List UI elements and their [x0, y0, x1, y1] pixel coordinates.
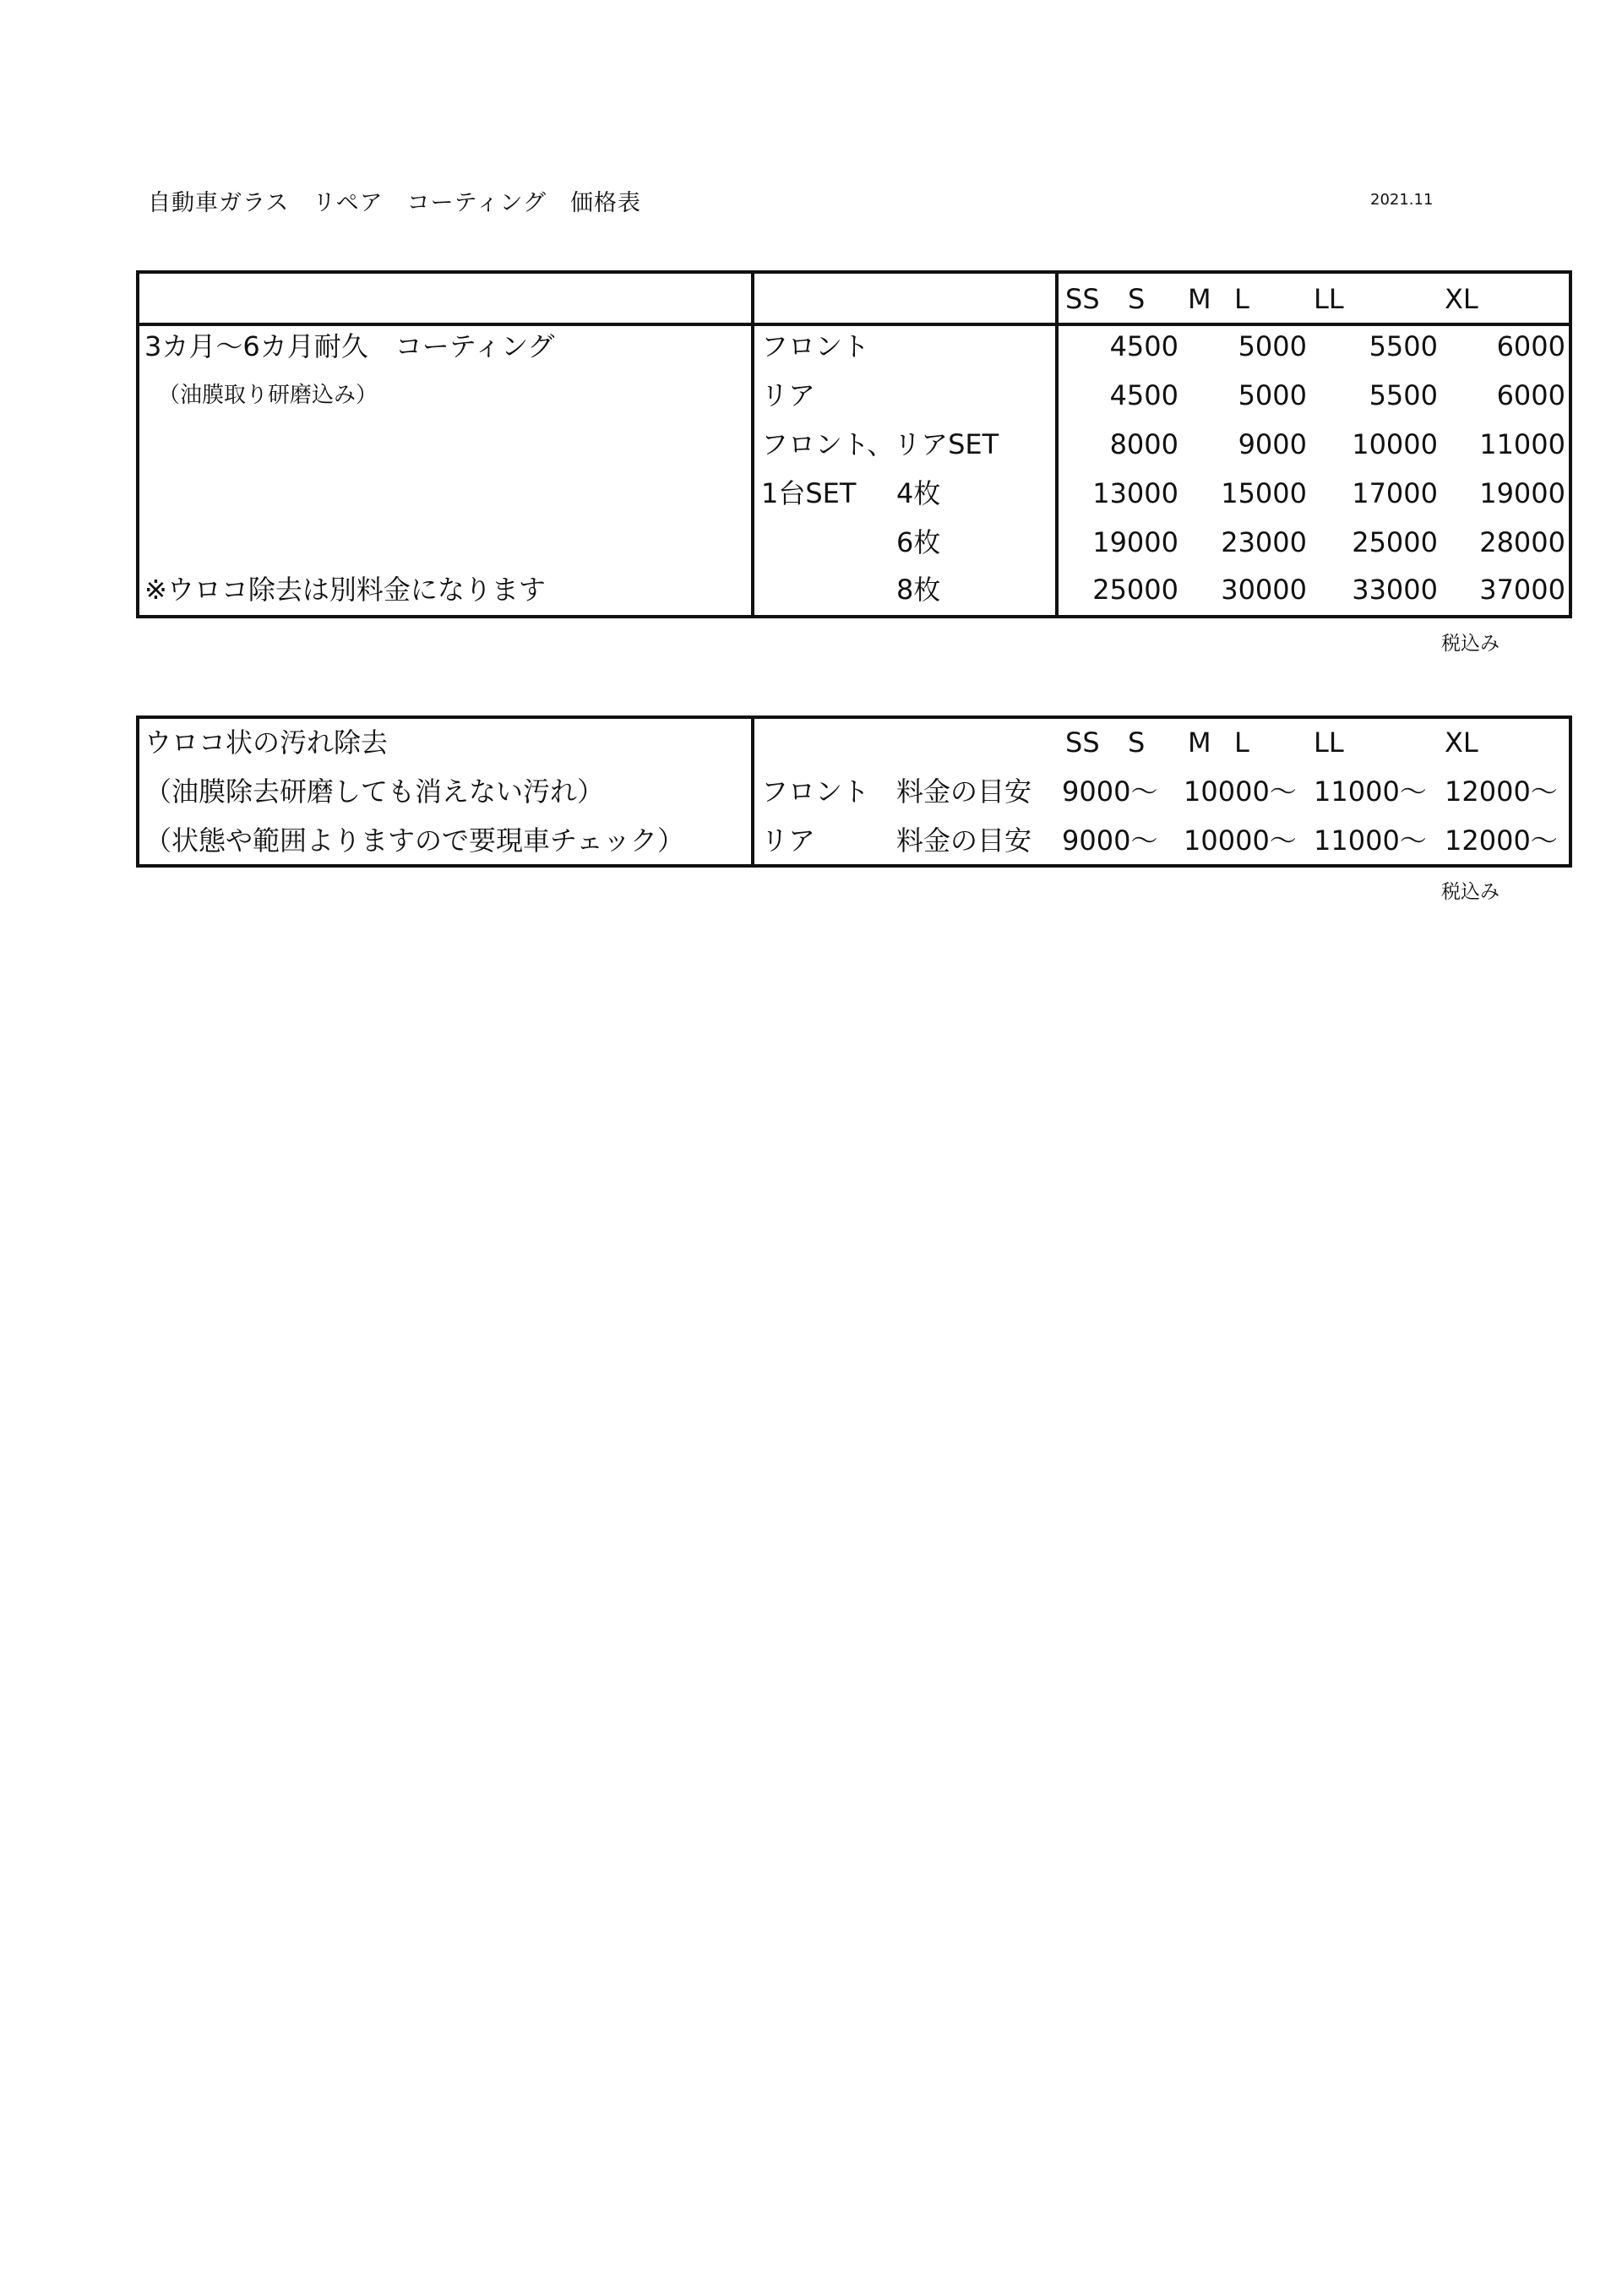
price-cell: 4500	[1109, 379, 1178, 411]
price-cell: 5000	[1238, 379, 1307, 411]
size-header-m: M	[1188, 283, 1211, 315]
price-cell: 19000	[1479, 477, 1565, 509]
scale-service-sub: （油膜除去研磨しても消えない汚れ）	[144, 775, 605, 808]
price-cell: 25000	[1352, 526, 1438, 558]
size-header-s: S	[1128, 283, 1146, 315]
column-divider	[751, 719, 754, 864]
price-cell: 17000	[1352, 477, 1438, 509]
row-count: 6枚	[896, 526, 941, 558]
price-cell: 25000	[1092, 574, 1178, 606]
price-cell: 6000	[1496, 379, 1565, 411]
price-cell: 11000〜	[1314, 775, 1427, 808]
price-cell: 9000〜	[1062, 824, 1158, 857]
price-cell: 30000	[1221, 574, 1307, 606]
row-item: フロント	[761, 775, 870, 808]
price-cell: 10000	[1352, 428, 1438, 460]
row-count: 4枚	[896, 477, 941, 509]
price-cell: 11000	[1479, 428, 1565, 460]
price-cell: 6000	[1496, 330, 1565, 362]
coating-service-name: 3カ月〜6カ月耐久 コーティング	[144, 330, 555, 362]
price-cell: 10000〜	[1184, 824, 1297, 857]
price-cell: 8000	[1109, 428, 1178, 460]
document-date: 2021.11	[1370, 191, 1434, 209]
price-cell: 5000	[1238, 330, 1307, 362]
row-label: 料金の目安	[896, 775, 1032, 808]
row-item: リア	[761, 824, 816, 857]
price-cell: 9000	[1238, 428, 1307, 460]
size-header-xl: XL	[1445, 283, 1478, 315]
size-header-s: S	[1128, 726, 1146, 759]
document-title: 自動車ガラス リペア コーティング 価格表	[148, 190, 641, 216]
row-item: フロント、リアSET	[761, 428, 999, 460]
price-cell: 4500	[1109, 330, 1178, 362]
size-header-ss: SS	[1065, 283, 1100, 315]
coating-service-sub: （油膜取り研磨込み）	[158, 383, 378, 408]
price-cell: 10000〜	[1184, 775, 1297, 808]
price-cell: 33000	[1352, 574, 1438, 606]
scale-removal-table	[136, 715, 1572, 868]
size-header-m: M	[1188, 726, 1211, 759]
scale-service-sub: （状態や範囲よりますので要現車チェック）	[144, 824, 685, 857]
price-cell: 12000〜	[1445, 824, 1558, 857]
price-cell: 37000	[1479, 574, 1565, 606]
price-cell: 13000	[1092, 477, 1178, 509]
row-label: 料金の目安	[896, 824, 1032, 857]
coating-price-table	[136, 270, 1572, 618]
price-cell: 5500	[1369, 330, 1438, 362]
row-item: リア	[761, 379, 816, 411]
price-cell: 5500	[1369, 379, 1438, 411]
coating-service-note: ※ウロコ除去は別料金になります	[144, 574, 546, 606]
price-cell: 15000	[1221, 477, 1307, 509]
tax-included-note: 税込み	[1441, 881, 1500, 903]
header-divider	[139, 323, 1569, 326]
price-cell: 11000〜	[1314, 824, 1427, 857]
size-header-l: L	[1234, 283, 1249, 315]
price-cell: 12000〜	[1445, 775, 1558, 808]
price-cell: 28000	[1479, 526, 1565, 558]
tax-included-note: 税込み	[1441, 633, 1500, 655]
price-cell: 19000	[1092, 526, 1178, 558]
size-header-ss: SS	[1065, 726, 1100, 759]
size-header-ll: LL	[1314, 726, 1344, 759]
price-cell: 23000	[1221, 526, 1307, 558]
size-header-l: L	[1234, 726, 1249, 759]
price-cell: 9000〜	[1062, 775, 1158, 808]
size-header-ll: LL	[1314, 283, 1344, 315]
row-item: フロント	[761, 330, 870, 362]
row-count: 8枚	[896, 574, 941, 606]
scale-service-name: ウロコ状の汚れ除去	[144, 726, 389, 759]
row-item: 1台SET	[761, 477, 857, 509]
size-header-xl: XL	[1445, 726, 1478, 759]
